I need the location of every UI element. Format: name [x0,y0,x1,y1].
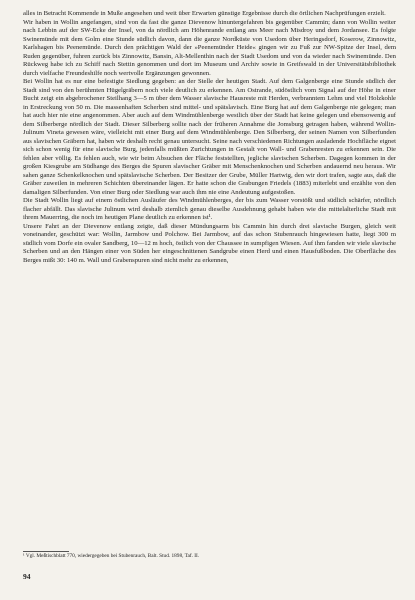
body-text [23,10,396,265]
page-number: 94 [23,572,31,581]
footnote: ¹ Vgl. Meßtischblatt 770, wiedergegeben bei Stubenrauch, Balt. Stud. 1898, Taf. II. [23,553,200,559]
paragraph-3: Bei Wollin hat es nur eine befestigte Siedlung gegeben: an der Stelle der heutigen Stadt. Auf dem Galgenberge eine Stunde südlich der Stadt sind von den berühmten Hügelgräbern noch viele deutlich zu erkennen. Am Ostrande, südöstlich vom Signal auf der Höhe in einer Bucht zeigt ein abgebrochener Steilhang 3—5 m über dem Wasser slavische Hausreste mit Herden, verbranntem Lehm und viel Holzkohle in Erstreckung von 50 m. Die massenhaften Scherben sind mittel- und spätslavisch. Eine Burg hat auf dem Galgenberge nie gelegen; man hat auch hier nie eine angenommen. Aber auch auf dem Windmühlenberge westlich über der Stadt hat keine gelegen und ebensowenig auf dem Silberberge nördlich der Stadt. Dieser Silberberg sollte nach der früheren Annahme die Jomsburg getragen haben, während Wollin-Julinum Vineta gewesen wäre, vielleicht mit einer Burg auf dem Windmühlenberge. Den Silberberg, der seinen Namen von Silberfunden aus slavischen Gräbern hat, haben wir deshalb recht genau untersucht. Seine nach verschiedenen Richtungen ausladende Hochfläche eignet sich schon wenig für eine slavische Burg, jedenfalls müßten Zurichtungen in Gestalt von Wall- und Grabenresten zu erkennen sein. Die fehlen aber völlig. Es fehlen auch, wie wir beim Absuchen der Fläche feststellten, jegliche slavischen Scherben. Dagegen kommen in der großen Kiesgrube am Südhange des Berges die Spuren slavischer Gräber mit Menschenknochen und Scherben andauernd neu heraus. Wir sahen ganze Schenkelknochen und spätslavische Scherben. Der Besitzer der Grube, Müller Hartwig, den wir dort trafen, sagte aus, daß die Gräber zuweilen in mehreren Schichten übereinander lägen. Er hatte schon die Grabungen Friedels (1883) miterlebt und erzählte von den damaligen Silberfunden. Von einer Burg oder Siedlung war auch ihm nie eine Andeutung aufgestoßen. [23,78,396,196]
paragraph-4: Die Stadt Wollin liegt auf einem östlichen Ausläufer des Windmühlenberges, der bis zum Wasser vorstößt und südlich schärfer, nördlich flacher abfällt. Das slavische Julinum wird deshalb ziemlich genau dieselbe Ausdehnung gehabt haben wie die mittelalterliche Stadt mit ihrem Mauerring, die noch im heutigen Plane deutlich zu erkennen ist¹. [23,197,396,221]
footnote-divider [23,551,69,552]
paragraph-1: alles in Betracht Kommende in Muße angesehen und weit über Erwarten günstige Ergebnisse durch die örtlichen Nachprüfungen erzielt. [23,10,386,17]
paragraph-2: Wir haben in Wollin angefangen, sind von da fast die ganze Dievenow hinuntergefahren bis gegenüber Cammin; dann von Wollin weiter nach Lebbin auf der SW-Ecke der Insel, von da nördlich am Höhenrande entlang ans Meer nach Misdroy und dem Jordansee. Es folgte Swinemünde mit dem Golm eine Stunde südlich davon, dann die ganze Nordküste von Usedom über Heringsdorf, Koserow, Zinnowitz, Karlshagen bis Peenemünde. Durch den prächtigen Wald der »Peenemünder Heide« gingen wir zu Fuß zur NW-Spitze der Insel, dem Ruden gegenüber, fuhren zurück bis Zinnowitz, Bansin, Alt-Mellenthin nach der Stadt Usedom und von da wieder nach Swinemünde. Den Rückweg habe ich zu Schiff nach Stettin genommen und dort im Museum und Archiv sowie in Greifswald in der Universitätsbibliothek durch vielfache Freundeshilfe noch wertvolle Ergänzungen gewonnen. [23,18,396,77]
paragraph-5: Unsere Fahrt an der Dievenow entlang zeigte, daß dieser Mündungsarm bis Cammin hin durch drei slavische Burgen, gleich weit voneinander, geschützt war: Wollin, Jarmbow und Polchow. Bei Jarmbow, auf das schon Stubenrauch hingewiesen hatte, liegt 300 m südlich vom Dorfe ein ovaler Sandberg, 10—12 m hoch, östlich von der Chaussee in sumpfigen Wiesen. Auf ihm fanden wir viele slavische Scherben und an den Hängen einer von Süden her eingeschnittenen Sandgrube einen Herd und einen Hausfußboden. Die Oberfläche des Berges mißt 30: 140 m. Wall und Grabenspuren sind nicht mehr zu erkennen, [23,222,396,264]
